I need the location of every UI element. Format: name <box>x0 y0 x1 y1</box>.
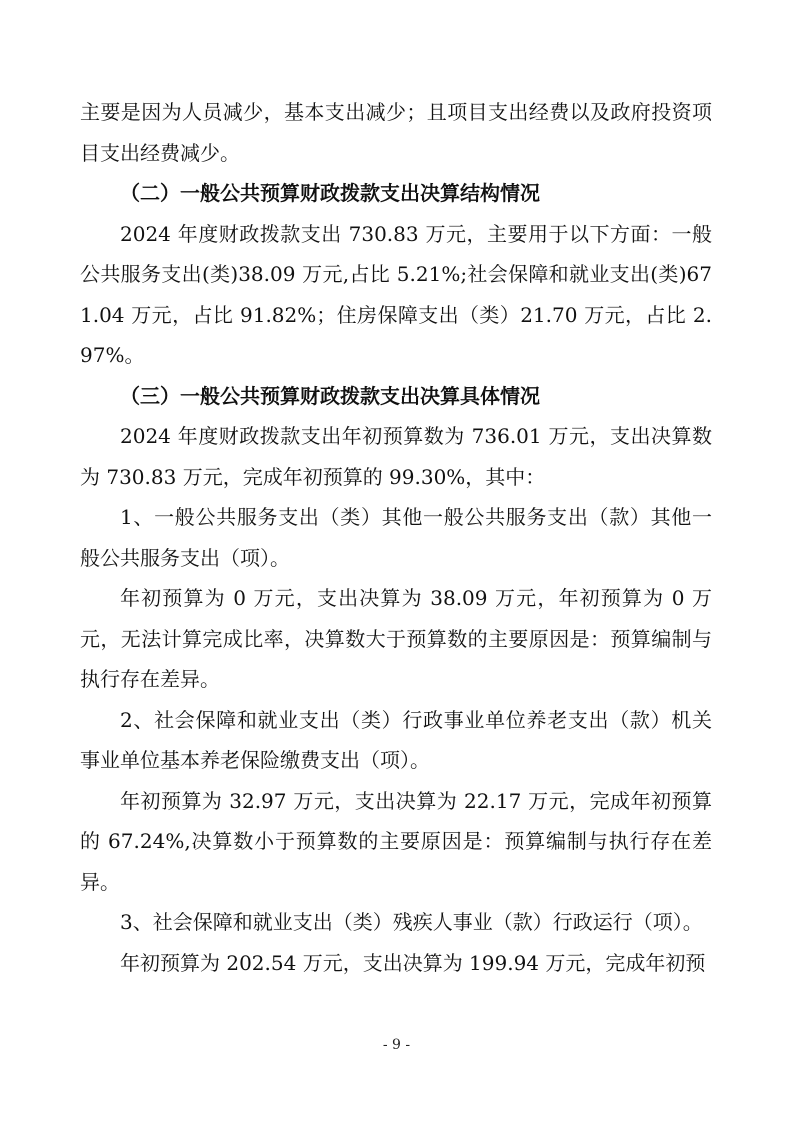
page-number: - 9 - <box>382 1037 411 1053</box>
paragraph-item-2-detail: 年初预算为 32.97 万元，支出决算为 22.17 万元，完成年初预算的 67.24%,决算数小于预算数的主要原因是：预算编制与执行存在差异。 <box>80 788 712 894</box>
paragraph-continuation: 主要是因为人员减少，基本支出减少；且项目支出经费以及政府投资项目支出经费减少。 <box>80 100 712 165</box>
paragraph-item-3-detail: 年初预算为 202.54 万元，支出决算为 199.94 万元，完成年初预 <box>120 950 706 975</box>
section-heading-structure: （二）一般公共预算财政拨款支出决算结构情况 <box>120 181 540 205</box>
section-heading-details: （三）一般公共预算财政拨款支出决算具体情况 <box>120 383 540 408</box>
document-body <box>80 92 712 983</box>
paragraph-item-3-title: 3、社会保障和就业支出（类）残疾人事业（款）行政运行（项）。 <box>120 910 703 934</box>
paragraph-item-1-detail: 年初预算为 0 万元，支出决算为 38.09 万元，年初预算为 0 万元，无法计算完成比率，决算数大于预算数的主要原因是：预算编制与执行存在差异。 <box>80 586 712 691</box>
paragraph-budget-summary: 2024 年度财政拨款支出年初预算数为 736.01 万元，支出决算数为 730.83 万元，完成年初预算的 99.30%，其中： <box>80 424 712 489</box>
paragraph-item-1-title: 1、一般公共服务支出（类）其他一般公共服务支出（款）其他一般公共服务支出（项）。 <box>80 505 712 570</box>
paragraph-structure-summary: 2024 年度财政拨款支出 730.83 万元，主要用于以下方面：一般公共服务支出(类)38.09 万元,占比 5.21%;社会保障和就业支出(类)671.04 万元，占比 91.82%；住房保障支出（类）21.70 万元，占比 2.97%。 <box>80 221 712 367</box>
paragraph-item-2-title: 2、社会保障和就业支出（类）行政事业单位养老支出（款）机关事业单位基本养老保险缴费支出（项）。 <box>80 707 712 772</box>
